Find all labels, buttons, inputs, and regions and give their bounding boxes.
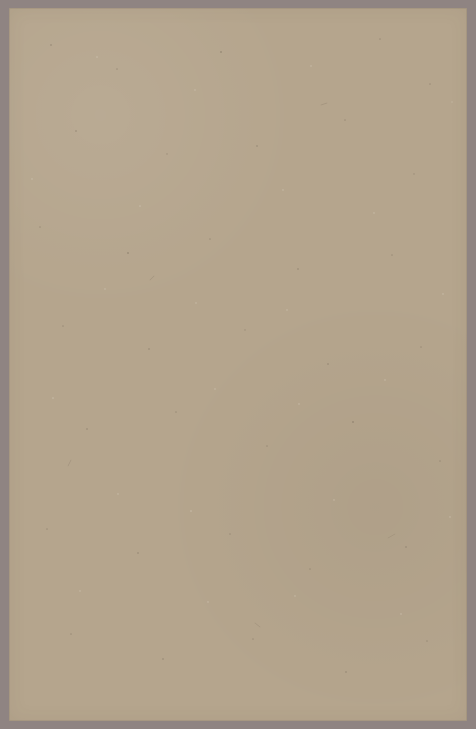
paper-texture bbox=[9, 8, 467, 721]
kraft-paper-card bbox=[9, 8, 467, 721]
